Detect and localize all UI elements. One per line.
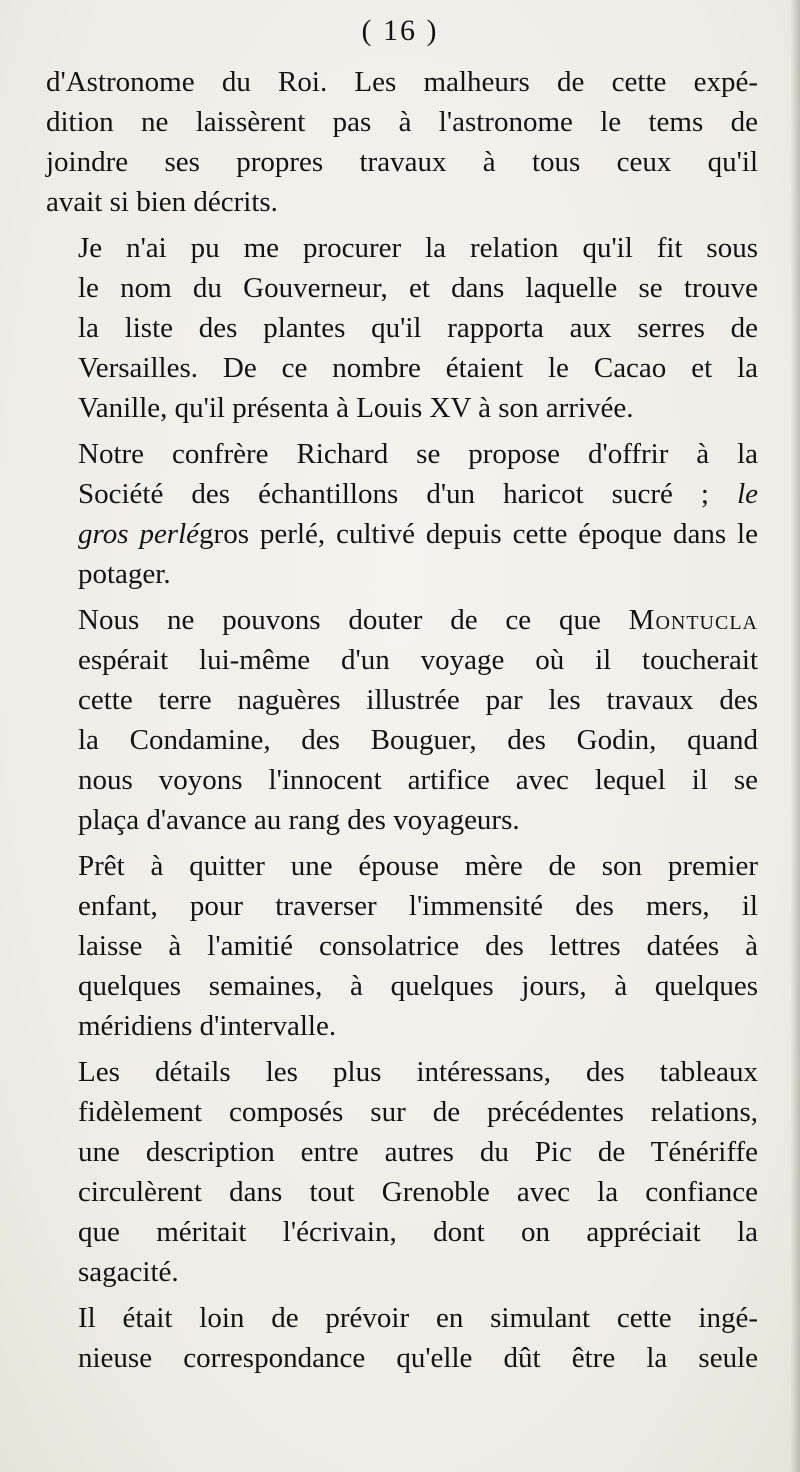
text-line: joindre ses propres travaux à tous ceux qu'il bbox=[46, 146, 758, 178]
text-line: Vanille, qu'il présenta à Louis XV à son arrivée. bbox=[78, 392, 634, 424]
text-line: Versailles. De ce nombre étaient le Cacao et la bbox=[78, 352, 758, 384]
text-line-with-italic bbox=[46, 514, 758, 554]
italic-phrase: gros perlé bbox=[78, 518, 200, 550]
text-line: que méritait l'écrivain, dont on appréciait la bbox=[78, 1216, 758, 1248]
text-line: Je n'ai pu me procurer la relation qu'il fit sous bbox=[78, 232, 758, 264]
text-line-with-italic bbox=[46, 474, 758, 514]
text-line: potager. bbox=[78, 558, 171, 590]
text-line: une description entre autres du Pic de Ténériffe bbox=[78, 1136, 758, 1168]
text-line: circulèrent dans tout Grenoble avec la confiance bbox=[78, 1176, 758, 1208]
page-number-header: ( 16 ) bbox=[361, 14, 439, 47]
text-line: nous voyons l'innocent artifice avec lequel il se bbox=[78, 764, 758, 796]
text-line: fidèlement composés sur de précédentes relations, bbox=[78, 1096, 758, 1128]
text-line: méridiens d'intervalle. bbox=[78, 1010, 337, 1042]
text-line: plaça d'avance au rang des voyageurs. bbox=[78, 804, 520, 836]
paragraph-1 bbox=[46, 62, 758, 222]
paragraph-5 bbox=[46, 846, 758, 1046]
text-line: espérait lui-même d'un voyage où il toucherait bbox=[78, 644, 758, 676]
text-line: dition ne laissèrent pas à l'astronome le tems de bbox=[46, 106, 758, 138]
text-line: d'Astronome du Roi. Les malheurs de cette expé- bbox=[46, 66, 758, 98]
text-line: Les détails les plus intéressans, des tableaux bbox=[78, 1056, 758, 1088]
text-line: enfant, pour traverser l'immensité des mers, il bbox=[78, 890, 758, 922]
small-caps-name: Montucla bbox=[628, 604, 758, 636]
italic-word: le bbox=[737, 478, 758, 510]
paragraph-2 bbox=[46, 228, 758, 428]
text-line: Prêt à quitter une épouse mère de son premier bbox=[78, 850, 758, 882]
text-line: la Condamine, des Bouguer, des Godin, quand bbox=[78, 724, 758, 756]
paragraph-3 bbox=[46, 434, 758, 594]
paragraph-7 bbox=[46, 1298, 758, 1378]
text-line: Notre confrère Richard se propose d'offrir à la bbox=[78, 438, 758, 470]
text-line: Il était loin de prévoir en simulant cette ingé- bbox=[78, 1302, 758, 1334]
text-line: le nom du Gouverneur, et dans laquelle se trouve bbox=[78, 272, 758, 304]
paragraph-6 bbox=[46, 1052, 758, 1292]
text-segment: Nous ne pouvons douter de ce que bbox=[78, 604, 601, 636]
text-segment: gros perlé, cultivé depuis cette époque dans le bbox=[199, 518, 758, 550]
text-line: quelques semaines, à quelques jours, à quelques bbox=[78, 970, 758, 1002]
body-text bbox=[46, 62, 758, 1384]
text-segment: Société des échantillons d'un haricot sucré ; bbox=[78, 478, 709, 510]
text-line: sagacité. bbox=[78, 1256, 179, 1288]
text-line: laisse à l'amitié consolatrice des lettres datées à bbox=[78, 930, 758, 962]
text-line: avait si bien décrits. bbox=[46, 186, 278, 218]
text-line: la liste des plantes qu'il rapporta aux serres de bbox=[78, 312, 758, 344]
page-edge-shadow bbox=[790, 0, 800, 1472]
paragraph-4 bbox=[46, 600, 758, 840]
text-line: nieuse correspondance qu'elle dût être la seule bbox=[78, 1342, 758, 1374]
text-line: cette terre naguères illustrée par les travaux des bbox=[78, 684, 758, 716]
text-line-with-name bbox=[46, 600, 758, 640]
